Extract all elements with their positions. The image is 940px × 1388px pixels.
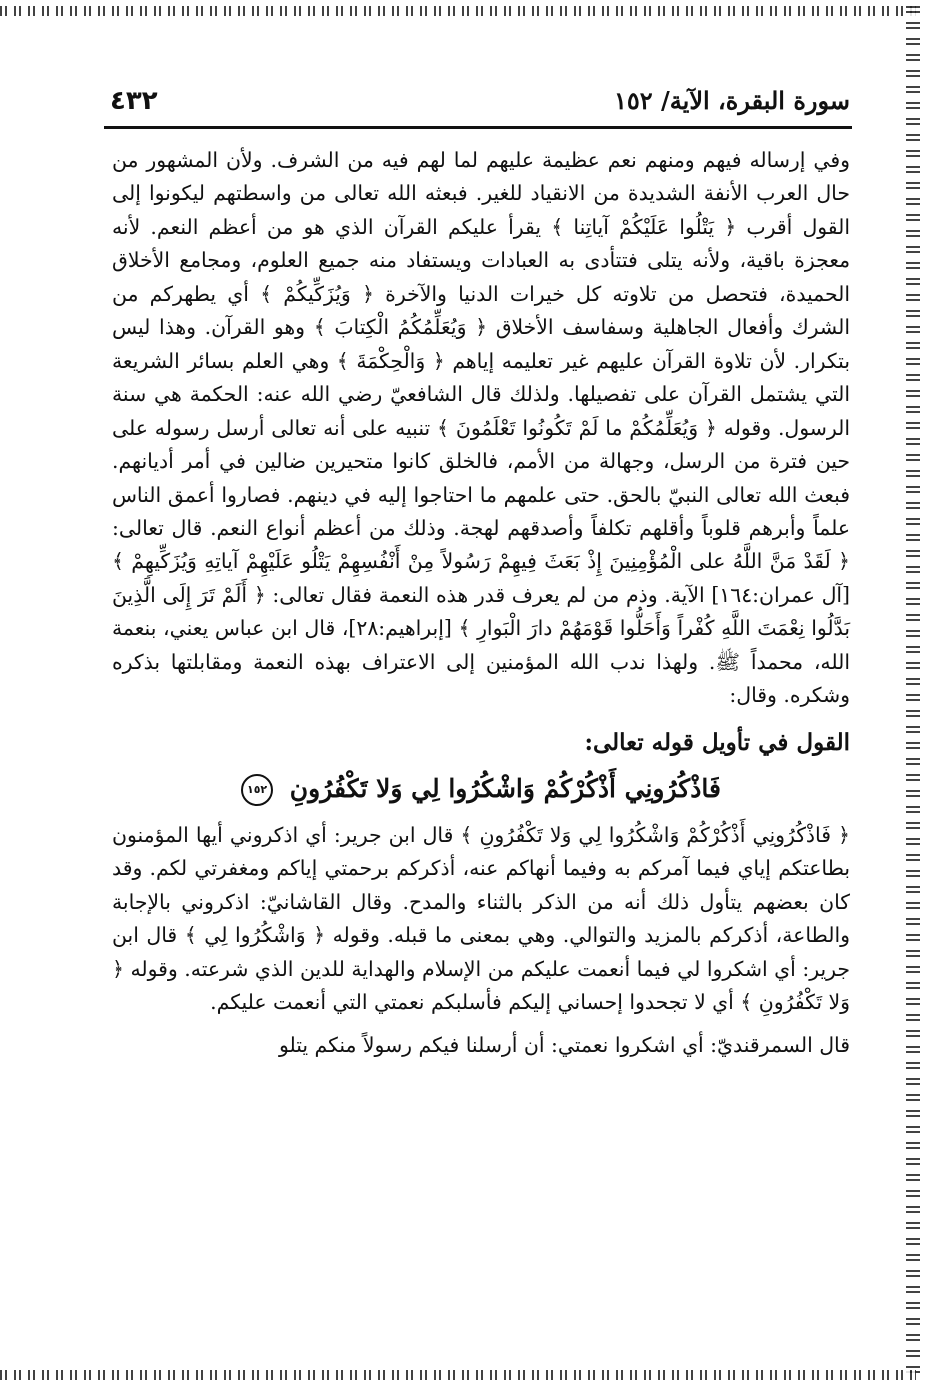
page-header <box>110 86 850 126</box>
ornamental-border-right <box>906 6 920 1380</box>
page-body <box>112 144 850 1063</box>
header-rule <box>104 126 852 129</box>
commentary-paragraph-2: ﴿ فَاذْكُرُونِي أَذْكُرْكُمْ وَاشْكُرُوا لِي وَلا تَكْفُرُونِ ﴾ قال ابن جرير: أي اذكروني أيها المؤمنون بطاعتكم إياي فيما آمركم به وفيما أنهاكم عنه، أذكركم برحمتي إياكم ومغفرتي لكم. وقد كان بعضهم يتأول ذلك أنه من الذكر بالثناء والمدح. وقال القاشانيّ: اذكروني بالإجابة والطاعة، أذكركم بالمزيد والتوالي. وهي بمعنى ما قبله. وقوله ﴿ وَاشْكُرُوا لِي ﴾ قال ابن جرير: أي اشكروا لي فيما أنعمت عليكم من الإسلام والهداية للدين الذي شرعته. وقوله ﴿ وَلا تَكْفُرُونِ ﴾ أي لا تجحدوا إحساني إليكم فأسلبكم نعمتي التي أنعمت عليكم. <box>112 822 850 1014</box>
commentary-paragraph-1: وفي إرساله فيهم ومنهم نعم عظيمة عليهم لما لهم فيه من الشرف. ولأن المشهور من حال العرب الأنفة الشديدة من الانقياد للغير. فبعثه الله تعالى من واسطتهم ليكونوا إلى القول أقرب ﴿ يَتْلُوا عَلَيْكُمْ آياتِنا ﴾ يقرأ عليكم القرآن الذي هو من أعظم النعم. لأنه معجزة باقية، ولأنه يتلى فتتأدى به العبادات ويستفاد منه جميع العلوم، ومجامع الأخلاق الحميدة، فتحصل من تلاوته كل خيرات الدنيا والآخرة ﴿ وَيُزَكِّيكُمْ ﴾ أي يطهركم من الشرك وأفعال الجاهلية وسفاسف الأخلاق ﴿ وَيُعَلِّمُكُمُ الْكِتابَ ﴾ وهو القرآن. وهذا ليس بتكرار. لأن تلاوة القرآن عليهم غير تعليمه إياهم ﴿ وَالْحِكْمَةَ ﴾ وهي العلم بسائر الشريعة التي يشتمل القرآن على تفصيلها. ولذلك قال الشافعيّ رضي الله عنه: الحكمة هي سنة الرسول. وقوله ﴿ وَيُعَلِّمُكُمْ ما لَمْ تَكُونُوا تَعْلَمُونَ ﴾ تنبيه على أنه تعالى أرسل رسوله على حين فترة من الرسل، وجهالة من الأمم، فالخلق كانوا متحيرين ضالين في أمر أديانهم. فبعث الله تعالى النبيّ بالحق. حتى علمهم ما احتاجوا إليه في دينهم. فصاروا أعمق الناس علماً وأبرهم قلوباً وأقلهم تكلفاً وأصدقهم لهجة. وذلك من أعظم أنواع النعم. قال تعالى: ﴿ لَقَدْ مَنَّ اللَّهُ على الْمُؤْمِنِينَ إِذْ بَعَثَ فِيهِمْ رَسُولاً مِنْ أَنْفُسِهِمْ يَتْلُو عَلَيْهِمْ آياتِهِ وَيُزَكِّيهِمْ ﴾ [آل عمران:١٦٤] الآية. وذم من لم يعرف قدر هذه النعمة فقال تعالى: ﴿ أَلَمْ تَرَ إِلَى الَّذِينَ بَدَّلُوا نِعْمَتَ اللَّهِ كُفْراً وَأَحَلُّوا قَوْمَهُمْ دارَ الْبَوارِ ﴾ [إبراهيم:٢٨]، قال ابن عباس يعني، بنعمة الله، محمداً ﷺ. ولهذا ندب الله المؤمنين إلى الاعتراف بهذه النعمة ومقابلتها بذكره وشكره. وقال: <box>112 148 851 708</box>
ornamental-border-bottom <box>0 1370 916 1380</box>
commentary-paragraph-3: قال السمرقنديّ: أي اشكروا نعمتي: أن أرسلنا فيكم رسولاً منكم يتلو <box>278 1033 850 1058</box>
section-heading: القول في تأويل قوله تعالى: <box>584 728 850 756</box>
ayah-number-marker: ١٥٢ <box>241 774 273 806</box>
verse-text: فَاذْكُرُونِي أَذْكُرْكُمْ وَاشْكُرُوا لِي وَلا تَكْفُرُونِ <box>289 773 721 803</box>
running-title: سورة البقرة، الآية/ ١٥٢ <box>613 86 850 115</box>
page-number: ٤٣٢ <box>110 86 158 116</box>
quran-verse <box>112 765 850 813</box>
ornamental-border-top <box>0 6 916 16</box>
